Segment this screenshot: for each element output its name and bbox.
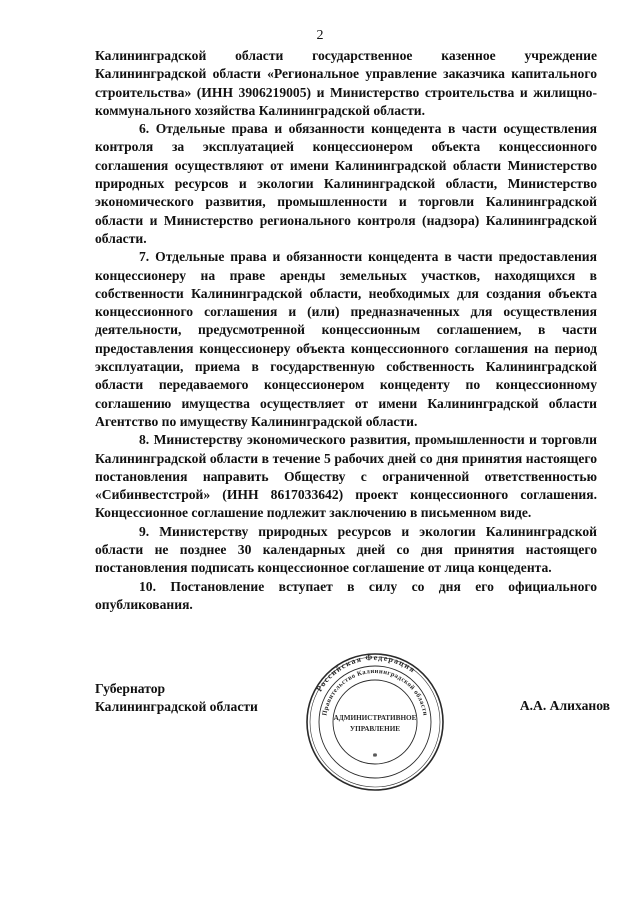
seal-center-line2: УПРАВЛЕНИЕ	[349, 725, 401, 733]
seal-outer-text: Российская Федерация	[314, 652, 418, 694]
paragraph-item-6: 6. Отдельные права и обязанности концедента в части осуществления контроля за эксплуатацией концессионером объекта концессионного соглашения осуществляют от имени Калининградской области Министерство природных ресурсов и экологии Калининградской области, Министерство экономического развития, промышленности и торговли Калининградской области и Министерство регионального контроля (надзора) Калининградской области.	[95, 121, 597, 246]
paragraph-item-8: 8. Министерству экономического развития, промышленности и торговли Калининградской области в течение 5 рабочих дней со дня принятия настоящего постановления направить Обществу с ограниченной ответственностью «Сибинвестстрой» (ИНН 8617033642) проект концессионного соглашения. Концессионное соглашение подлежит заключению в письменном виде.	[95, 432, 597, 521]
seal-middle-text: Правительство Калининградской области	[321, 667, 429, 717]
signature-title-line1: Губернатор	[95, 681, 166, 696]
signature-title-line2: Калининградской области	[95, 699, 258, 715]
signature-title	[95, 680, 315, 717]
document-body	[95, 47, 597, 614]
page-number: 2	[316, 28, 324, 43]
paragraph-continuation: Калининградской области государственное казенное учреждение Калининградской области «Региональное управление заказчика капитального строительства» (ИНН 3906219005) и Министерство строительства и жилищно-коммунального хозяйства Калининградской области.	[95, 48, 597, 118]
svg-text:Правительство Калининградской	[321, 668, 428, 716]
signature-name: А.А. Алиханов	[519, 698, 610, 713]
paragraph-item-7: 7. Отдельные права и обязанности концедента в части предоставления концессионеру на праве аренды земельных участков, находящихся в собственности Калининградской области, необходимых для создания объекта концессионного соглашения и (или) предназначенных для осуществления деятельности, предусмотренной концессионным соглашением, в части предоставления концессионеру объекта концессионного соглашения на период эксплуатации, приема в государственную собственность Калининградской области передаваемого концессионером концеденту по концессионному соглашению имущества осуществляет от имени Калининградской области Агентство по имуществу Калининградской области.	[95, 249, 597, 429]
seal-star: *	[372, 752, 378, 763]
official-seal-stamp	[305, 652, 445, 792]
paragraph-item-9: 9. Министерству природных ресурсов и экологии Калининградской области не позднее 30 календарных дней со дня принятия настоящего постановления подписать концессионное соглашение от лица концедента.	[95, 523, 597, 576]
paragraph-item-10: 10. Постановление вступает в силу со дня его официального опубликования.	[95, 578, 597, 612]
seal-center-line1: АДМИНИСТРАТИВНОЕ	[333, 714, 417, 722]
